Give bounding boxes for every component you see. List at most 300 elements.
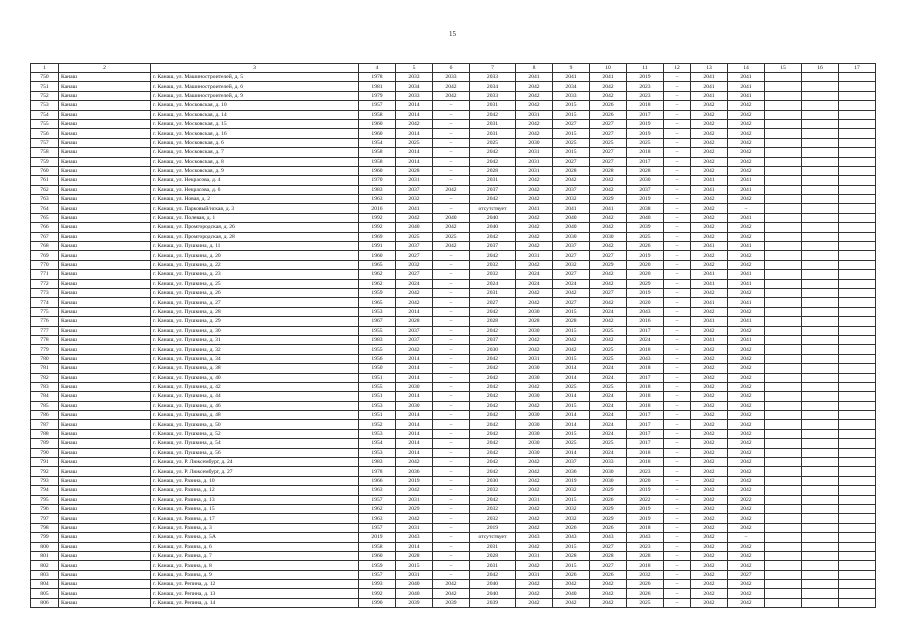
table-cell: 2042: [553, 580, 590, 589]
table-cell: –: [664, 401, 691, 410]
table-cell: [839, 242, 876, 251]
table-cell: –: [664, 110, 691, 119]
table-cell: [839, 110, 876, 119]
table-cell: 2043: [590, 533, 627, 542]
table-cell: 2042: [516, 298, 553, 307]
table-row: [31, 307, 876, 316]
table-cell: [802, 533, 839, 542]
table-row: [31, 345, 876, 354]
table-cell: [802, 458, 839, 467]
table-row: [31, 279, 876, 288]
table-cell: Канаш: [59, 401, 151, 410]
table-cell: 2025: [470, 138, 516, 147]
table-cell: –: [433, 551, 470, 560]
table-cell: [802, 448, 839, 457]
table-cell: 2014: [396, 129, 433, 138]
table-cell: –: [664, 260, 691, 269]
table-cell: 1951: [359, 411, 396, 420]
table-cell: Канаш: [59, 580, 151, 589]
table-cell: Канаш: [59, 138, 151, 147]
table-cell: 2042: [691, 251, 728, 260]
table-cell: 1966: [359, 476, 396, 485]
table-row: [31, 439, 876, 448]
table-cell: 760: [31, 166, 59, 175]
table-cell: 2040: [553, 589, 590, 598]
table-cell: [765, 345, 802, 354]
table-cell: Канаш: [59, 195, 151, 204]
table-cell: [802, 288, 839, 297]
table-cell: 795: [31, 495, 59, 504]
housing-table-sheet: [30, 63, 876, 608]
table-cell: 2041: [691, 73, 728, 82]
table-cell: [802, 598, 839, 607]
table-cell: Канаш: [59, 364, 151, 373]
table-cell: [765, 138, 802, 147]
table-cell: 770: [31, 260, 59, 269]
table-cell: 2026: [590, 101, 627, 110]
table-header-row: [31, 64, 876, 73]
table-cell: г. Канаш, ул. Пушкина, д. 38: [151, 364, 359, 373]
table-row: [31, 523, 876, 532]
table-row: [31, 448, 876, 457]
table-cell: 2042: [691, 129, 728, 138]
table-cell: 2028: [553, 551, 590, 560]
table-cell: 1965: [359, 260, 396, 269]
table-cell: [802, 326, 839, 335]
table-cell: Канаш: [59, 448, 151, 457]
table-cell: 2017: [627, 326, 664, 335]
table-cell: г. Канаш, ул. Разина, д. 13: [151, 495, 359, 504]
table-cell: г. Канаш, ул. Пушкина, д. 32: [151, 345, 359, 354]
table-cell: 2042: [728, 382, 765, 391]
table-cell: –: [433, 326, 470, 335]
table-cell: 2042: [470, 364, 516, 373]
table-cell: [839, 270, 876, 279]
table-cell: [802, 589, 839, 598]
table-cell: 2042: [590, 242, 627, 251]
table-cell: [839, 392, 876, 401]
table-cell: –: [664, 570, 691, 579]
table-cell: 2026: [553, 523, 590, 532]
table-cell: [802, 439, 839, 448]
table-cell: –: [664, 551, 691, 560]
table-cell: 1991: [359, 242, 396, 251]
table-row: [31, 91, 876, 100]
column-number-header: 3: [151, 64, 359, 73]
table-cell: Канаш: [59, 73, 151, 82]
table-cell: [839, 195, 876, 204]
table-cell: 1990: [359, 598, 396, 607]
table-cell: 2042: [728, 364, 765, 373]
table-cell: 783: [31, 382, 59, 391]
table-cell: –: [664, 119, 691, 128]
table-cell: [802, 260, 839, 269]
table-cell: Канаш: [59, 354, 151, 363]
table-cell: 2032: [627, 570, 664, 579]
table-cell: 2024: [590, 364, 627, 373]
table-row: [31, 242, 876, 251]
table-cell: 2042: [516, 288, 553, 297]
table-cell: [802, 279, 839, 288]
table-cell: 2032: [470, 486, 516, 495]
table-cell: 2030: [516, 448, 553, 457]
table-cell: [765, 148, 802, 157]
table-cell: [765, 251, 802, 260]
table-cell: –: [433, 166, 470, 175]
table-cell: 2019: [470, 523, 516, 532]
table-cell: 2034: [553, 82, 590, 91]
table-cell: 2042: [433, 82, 470, 91]
table-cell: 2029: [590, 260, 627, 269]
table-cell: г. Канаш, ул. Пушкина, д. 29: [151, 317, 359, 326]
table-cell: 2042: [516, 486, 553, 495]
table-cell: 2031: [470, 561, 516, 570]
table-cell: –: [664, 561, 691, 570]
table-cell: 2042: [516, 185, 553, 194]
table-cell: 2027: [590, 148, 627, 157]
table-cell: 2014: [553, 392, 590, 401]
table-cell: 2042: [470, 411, 516, 420]
table-cell: [839, 561, 876, 570]
table-cell: 1951: [359, 373, 396, 382]
table-cell: 2014: [396, 373, 433, 382]
table-cell: 2041: [691, 270, 728, 279]
table-cell: 779: [31, 345, 59, 354]
table-cell: [765, 589, 802, 598]
table-cell: [765, 270, 802, 279]
table-cell: 2025: [396, 232, 433, 241]
table-cell: [802, 317, 839, 326]
table-row: [31, 251, 876, 260]
table-cell: 2030: [516, 138, 553, 147]
table-cell: 2028: [590, 551, 627, 560]
table-cell: 2024: [590, 448, 627, 457]
table-cell: г. Канаш, ул. Пушкина, д. 27: [151, 298, 359, 307]
table-cell: 2017: [627, 420, 664, 429]
table-cell: 2042: [470, 382, 516, 391]
table-cell: 2023: [627, 91, 664, 100]
table-cell: –: [664, 476, 691, 485]
table-cell: 2042: [691, 101, 728, 110]
table-cell: [765, 514, 802, 523]
table-cell: 1962: [359, 279, 396, 288]
table-cell: [802, 119, 839, 128]
table-cell: [802, 504, 839, 513]
table-cell: 2034: [470, 82, 516, 91]
table-cell: Канаш: [59, 570, 151, 579]
table-cell: г. Канаш, ул. Московская, д. 8: [151, 157, 359, 166]
table-cell: Канаш: [59, 251, 151, 260]
table-row: [31, 166, 876, 175]
table-cell: [839, 129, 876, 138]
table-cell: 2025: [590, 326, 627, 335]
table-cell: 2042: [590, 91, 627, 100]
table-cell: 2042: [470, 251, 516, 260]
table-cell: г. Канаш, ул. Промгородская, д. 28: [151, 232, 359, 241]
table-cell: 2042: [728, 411, 765, 420]
table-cell: 782: [31, 373, 59, 382]
table-cell: 2031: [516, 251, 553, 260]
table-cell: 2042: [728, 232, 765, 241]
table-cell: 2019: [627, 73, 664, 82]
table-cell: –: [433, 307, 470, 316]
table-cell: г. Канаш, ул. Разина, д. 8: [151, 561, 359, 570]
table-cell: 2024: [590, 373, 627, 382]
table-cell: [765, 176, 802, 185]
table-cell: 2042: [470, 420, 516, 429]
table-cell: 799: [31, 533, 59, 542]
table-cell: –: [664, 204, 691, 213]
table-cell: 1969: [359, 232, 396, 241]
table-cell: 2027: [590, 561, 627, 570]
table-cell: 2031: [516, 354, 553, 363]
table-cell: [802, 157, 839, 166]
table-cell: 2041: [728, 298, 765, 307]
table-cell: 2024: [590, 420, 627, 429]
table-cell: 2042: [590, 270, 627, 279]
table-cell: 2042: [691, 213, 728, 222]
table-cell: –: [433, 298, 470, 307]
table-row: [31, 317, 876, 326]
column-number-header: 15: [765, 64, 802, 73]
table-cell: г. Канаш, ул. Пушкина, д. 31: [151, 335, 359, 344]
table-cell: 2042: [516, 523, 553, 532]
table-cell: [802, 514, 839, 523]
table-cell: г. Канаш, ул. Пушкина, д. 54: [151, 439, 359, 448]
table-cell: [802, 364, 839, 373]
table-cell: 2019: [359, 533, 396, 542]
table-cell: 2042: [691, 542, 728, 551]
table-cell: 796: [31, 504, 59, 513]
table-cell: [839, 288, 876, 297]
table-cell: 2042: [728, 110, 765, 119]
table-row: [31, 561, 876, 570]
table-cell: [765, 580, 802, 589]
table-cell: 2042: [691, 504, 728, 513]
table-cell: –: [433, 129, 470, 138]
table-cell: [765, 467, 802, 476]
table-cell: 2042: [433, 91, 470, 100]
table-row: [31, 486, 876, 495]
table-cell: –: [433, 458, 470, 467]
table-row: [31, 82, 876, 91]
table-cell: [839, 533, 876, 542]
table-cell: 2037: [470, 335, 516, 344]
table-cell: 2018: [627, 148, 664, 157]
table-row: [31, 504, 876, 513]
table-cell: 2023: [627, 542, 664, 551]
table-cell: 1967: [359, 317, 396, 326]
table-cell: [802, 373, 839, 382]
table-row: [31, 326, 876, 335]
table-cell: –: [433, 176, 470, 185]
table-cell: 804: [31, 580, 59, 589]
table-cell: 2042: [728, 429, 765, 438]
table-cell: 2040: [470, 223, 516, 232]
table-cell: 2030: [590, 232, 627, 241]
table-cell: –: [728, 204, 765, 213]
table-cell: 2030: [516, 392, 553, 401]
table-cell: 2042: [728, 392, 765, 401]
table-cell: 2042: [470, 110, 516, 119]
page-number: 15: [449, 30, 456, 38]
table-cell: г. Канаш, ул. Машиностроителей, д. 6: [151, 82, 359, 91]
table-cell: 805: [31, 589, 59, 598]
table-cell: Канаш: [59, 204, 151, 213]
table-cell: Канаш: [59, 148, 151, 157]
table-cell: г. Канаш, ул. Разина, д. 12: [151, 486, 359, 495]
table-cell: 2018: [627, 364, 664, 373]
table-cell: 790: [31, 448, 59, 457]
table-cell: Канаш: [59, 589, 151, 598]
table-row: [31, 533, 876, 542]
table-cell: 773: [31, 288, 59, 297]
column-number-header: 10: [590, 64, 627, 73]
table-cell: [765, 533, 802, 542]
table-cell: 2037: [396, 242, 433, 251]
table-cell: [765, 185, 802, 194]
table-cell: 2042: [516, 335, 553, 344]
table-cell: 2014: [396, 157, 433, 166]
table-cell: 2015: [553, 401, 590, 410]
table-cell: 2025: [590, 382, 627, 391]
table-cell: –: [433, 401, 470, 410]
table-cell: –: [433, 448, 470, 457]
table-cell: [802, 195, 839, 204]
table-cell: 786: [31, 411, 59, 420]
table-cell: Канаш: [59, 288, 151, 297]
table-cell: 2017: [627, 439, 664, 448]
table-cell: 2041: [691, 185, 728, 194]
table-cell: [802, 345, 839, 354]
table-cell: [802, 101, 839, 110]
table-cell: 2042: [553, 335, 590, 344]
table-cell: г. Канаш, ул. Некрасова, д. 4: [151, 176, 359, 185]
table-cell: 2041: [590, 73, 627, 82]
table-cell: 2022: [728, 495, 765, 504]
table-cell: 2032: [553, 486, 590, 495]
table-cell: [765, 335, 802, 344]
table-cell: 2042: [728, 119, 765, 128]
table-cell: 2028: [627, 166, 664, 175]
table-cell: 791: [31, 458, 59, 467]
table-cell: 2025: [553, 138, 590, 147]
table-cell: 2032: [553, 195, 590, 204]
table-cell: 2042: [728, 580, 765, 589]
table-cell: [802, 213, 839, 222]
table-cell: 777: [31, 326, 59, 335]
table-cell: –: [433, 476, 470, 485]
table-cell: –: [664, 542, 691, 551]
table-cell: Канаш: [59, 467, 151, 476]
table-cell: 2042: [691, 288, 728, 297]
table-cell: 1970: [359, 176, 396, 185]
table-cell: [802, 570, 839, 579]
table-cell: [802, 91, 839, 100]
table-cell: г. Канаш, ул. Пушкина, д. 46: [151, 401, 359, 410]
table-row: [31, 138, 876, 147]
table-cell: г. Канаш, ул. Пушкина, д. 44: [151, 392, 359, 401]
table-cell: [802, 429, 839, 438]
table-cell: 2029: [590, 486, 627, 495]
table-cell: –: [433, 467, 470, 476]
table-cell: [765, 223, 802, 232]
table-cell: 2014: [396, 148, 433, 157]
table-cell: 775: [31, 307, 59, 316]
table-row: [31, 420, 876, 429]
table-cell: г. Канаш, ул. Промгородская, д. 26: [151, 223, 359, 232]
table-cell: –: [433, 354, 470, 363]
table-cell: 2037: [470, 242, 516, 251]
table-cell: 2042: [691, 373, 728, 382]
table-cell: 2042: [691, 382, 728, 391]
table-cell: г. Канаш, ул. Пушкина, д. 25: [151, 279, 359, 288]
table-cell: 2042: [728, 260, 765, 269]
table-cell: 2042: [516, 232, 553, 241]
table-cell: 2042: [396, 213, 433, 222]
table-cell: 2041: [728, 185, 765, 194]
table-cell: 2041: [728, 279, 765, 288]
table-cell: 2042: [470, 232, 516, 241]
table-cell: –: [664, 298, 691, 307]
table-cell: 2042: [516, 242, 553, 251]
table-cell: 2017: [627, 411, 664, 420]
table-cell: 771: [31, 270, 59, 279]
table-cell: [802, 232, 839, 241]
table-cell: 2042: [728, 476, 765, 485]
table-cell: 2025: [433, 232, 470, 241]
table-cell: 2043: [516, 533, 553, 542]
table-cell: 751: [31, 82, 59, 91]
table-cell: 2020: [627, 476, 664, 485]
table-cell: [765, 420, 802, 429]
table-cell: [839, 476, 876, 485]
table-cell: –: [433, 420, 470, 429]
table-cell: г. Канаш, ул. Пушкина, д. 50: [151, 420, 359, 429]
table-row: [31, 223, 876, 232]
table-cell: Канаш: [59, 270, 151, 279]
table-cell: 2014: [553, 373, 590, 382]
table-cell: [839, 335, 876, 344]
table-cell: [839, 298, 876, 307]
column-number-header: 8: [516, 64, 553, 73]
table-cell: 2042: [433, 242, 470, 251]
table-cell: 750: [31, 73, 59, 82]
table-cell: 2043: [627, 307, 664, 316]
table-cell: 2019: [627, 486, 664, 495]
table-cell: 2023: [627, 467, 664, 476]
table-cell: 766: [31, 223, 59, 232]
table-row: [31, 101, 876, 110]
table-cell: 2042: [691, 448, 728, 457]
table-cell: 2042: [470, 448, 516, 457]
table-cell: [802, 467, 839, 476]
table-cell: 2042: [516, 176, 553, 185]
table-cell: –: [664, 242, 691, 251]
table-row: [31, 467, 876, 476]
table-cell: г. Канаш, ул. Разина, д. 7: [151, 551, 359, 560]
table-cell: 2042: [728, 523, 765, 532]
table-cell: 2024: [470, 279, 516, 288]
table-cell: 2019: [396, 476, 433, 485]
table-cell: 2040: [553, 223, 590, 232]
table-cell: 1963: [359, 486, 396, 495]
table-cell: 2042: [728, 129, 765, 138]
table-cell: [839, 401, 876, 410]
table-row: [31, 298, 876, 307]
table-cell: 761: [31, 176, 59, 185]
table-cell: –: [433, 542, 470, 551]
